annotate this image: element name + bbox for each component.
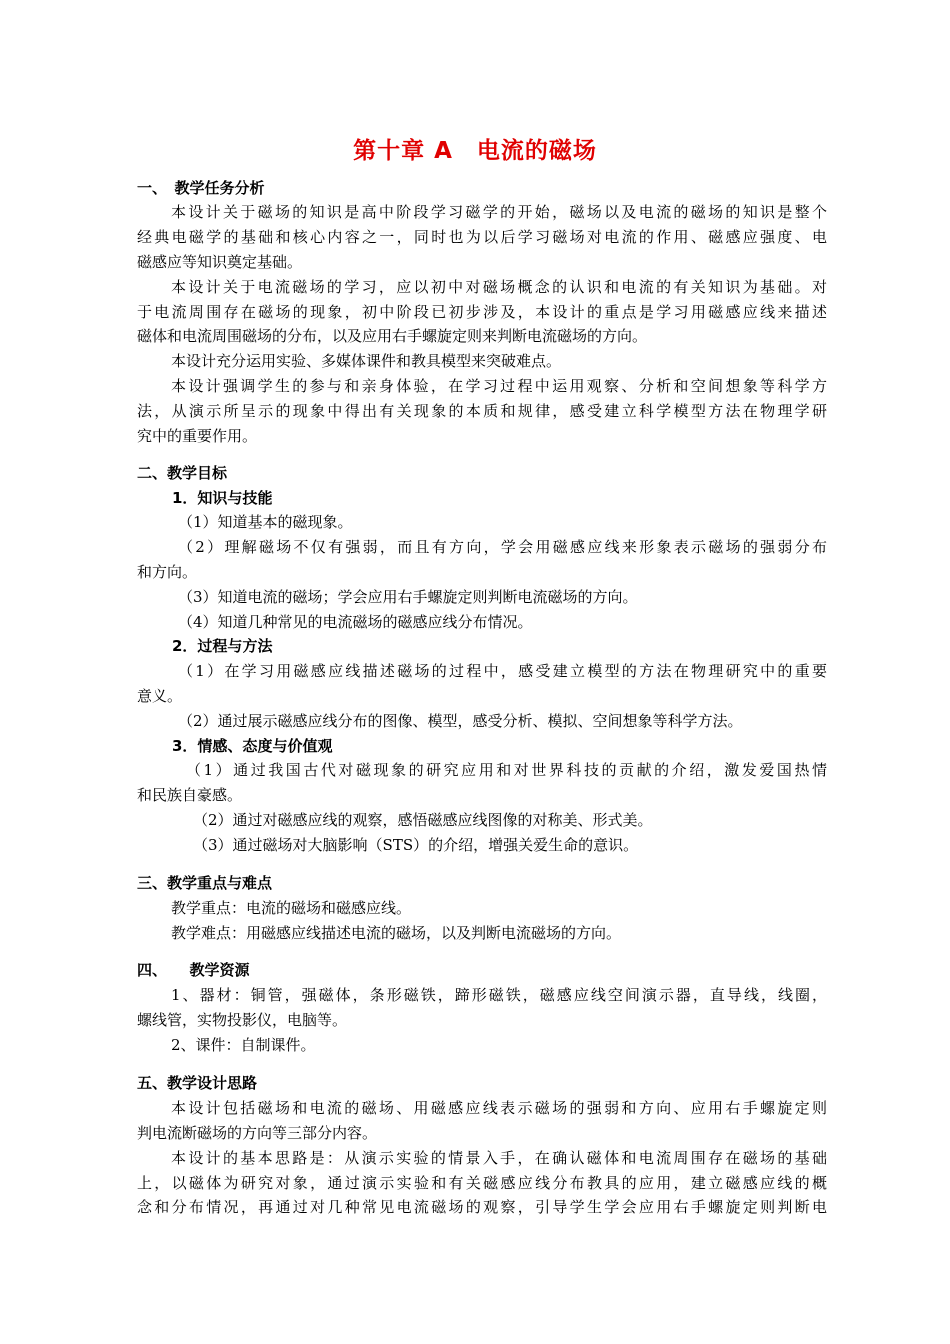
section-heading-5: 五、教学设计思路 [137, 1074, 258, 1092]
section-heading-3: 三、教学重点与难点 [137, 874, 273, 892]
list-item: （1）知道基本的磁现象。 [178, 513, 353, 531]
subsection-heading: 2．过程与方法 [172, 637, 273, 655]
paragraph-line: 经典电磁学的基础和核心内容之一，同时也为以后学习磁场对电流的作用、磁感应强度、电 [137, 228, 827, 246]
paragraph-line: 上，以磁体为研究对象，通过演示实验和有关磁感应线分布教具的应用，建立磁感应线的概 [137, 1174, 827, 1192]
section-heading-2: 二、教学目标 [137, 464, 228, 482]
list-item: （1）通过我国古代对磁现象的研究应用和对世界科技的贡献的介绍，激发爱国热情 [186, 761, 827, 779]
list-item: （4）知道几种常见的电流磁场的磁感应线分布情况。 [178, 613, 533, 631]
paragraph-line: 究中的重要作用。 [137, 427, 258, 445]
paragraph-line: 教学重点：电流的磁场和磁感应线。 [171, 899, 412, 917]
paragraph-line: 螺线管，实物投影仪，电脑等。 [137, 1011, 348, 1029]
subsection-heading: 3．情感、态度与价值观 [172, 737, 333, 755]
list-item-continued: 和民族自豪感。 [137, 786, 243, 804]
paragraph-line: 本设计关于磁场的知识是高中阶段学习磁学的开始，磁场以及电流的磁场的知识是整个 [171, 203, 827, 221]
paragraph-line: 本设计的基本思路是：从演示实验的情景入手，在确认磁体和电流周围存在磁场的基础 [171, 1149, 827, 1167]
section-heading-4: 四、 教学资源 [137, 961, 250, 979]
paragraph-line: 本设计强调学生的参与和亲身体验，在学习过程中运用观察、分析和空间想象等科学方 [171, 377, 827, 395]
list-item-continued: 意义。 [137, 687, 183, 705]
list-item-continued: 和方向。 [137, 563, 198, 581]
paragraph-line: 2、课件：自制课件。 [171, 1036, 316, 1054]
subsection-heading: 1．知识与技能 [172, 489, 273, 507]
list-item: （2）通过对磁感应线的观察，感悟磁感应线图像的对称美、形式美。 [193, 811, 653, 829]
paragraph-line: 本设计关于电流磁场的学习，应以初中对磁场概念的认识和电流的有关知识为基础。对 [171, 278, 827, 296]
list-item: （1）在学习用磁感应线描述磁场的过程中，感受建立模型的方法在物理研究中的重要 [178, 662, 827, 680]
page-title: 第十章 A 电流的磁场 [353, 138, 597, 164]
paragraph-line: 磁感应等知识奠定基础。 [137, 253, 303, 271]
paragraph-line: 本设计充分运用实验、多媒体课件和教具模型来突破难点。 [171, 352, 562, 370]
paragraph-line: 磁体和电流周围磁场的分布，以及应用右手螺旋定则来判断电流磁场的方向。 [137, 327, 648, 345]
list-item: （2）通过展示磁感应线分布的图像、模型，感受分析、模拟、空间想象等科学方法。 [178, 712, 743, 730]
paragraph-line: 判电流断磁场的方向等三部分内容。 [137, 1124, 378, 1142]
paragraph-line: 1、器材：铜管，强磁体，条形磁铁，蹄形磁铁，磁感应线空间演示器，直导线，线圈， [171, 986, 827, 1004]
section-heading-1: 一、 教学任务分析 [137, 179, 265, 197]
paragraph-line: 于电流周围存在磁场的现象，初中阶段已初步涉及，本设计的重点是学习用磁感应线来描述 [137, 303, 827, 321]
list-item: （3）知道电流的磁场；学会应用右手螺旋定则判断电流磁场的方向。 [178, 588, 638, 606]
paragraph-line: 念和分布情况，再通过对几种常见电流磁场的观察，引导学生学会应用右手螺旋定则判断电 [137, 1198, 827, 1216]
list-item: （2）理解磁场不仅有强弱，而且有方向，学会用磁感应线来形象表示磁场的强弱分布 [178, 538, 827, 556]
paragraph-line: 法，从演示所呈示的现象中得出有关现象的本质和规律，感受建立科学模型方法在物理学研 [137, 402, 827, 420]
list-item: （3）通过磁场对大脑影响（STS）的介绍，增强关爱生命的意识。 [193, 836, 639, 854]
paragraph-line: 本设计包括磁场和电流的磁场、用磁感应线表示磁场的强弱和方向、应用右手螺旋定则 [171, 1099, 827, 1117]
paragraph-line: 教学难点：用磁感应线描述电流的磁场，以及判断电流磁场的方向。 [171, 924, 622, 942]
